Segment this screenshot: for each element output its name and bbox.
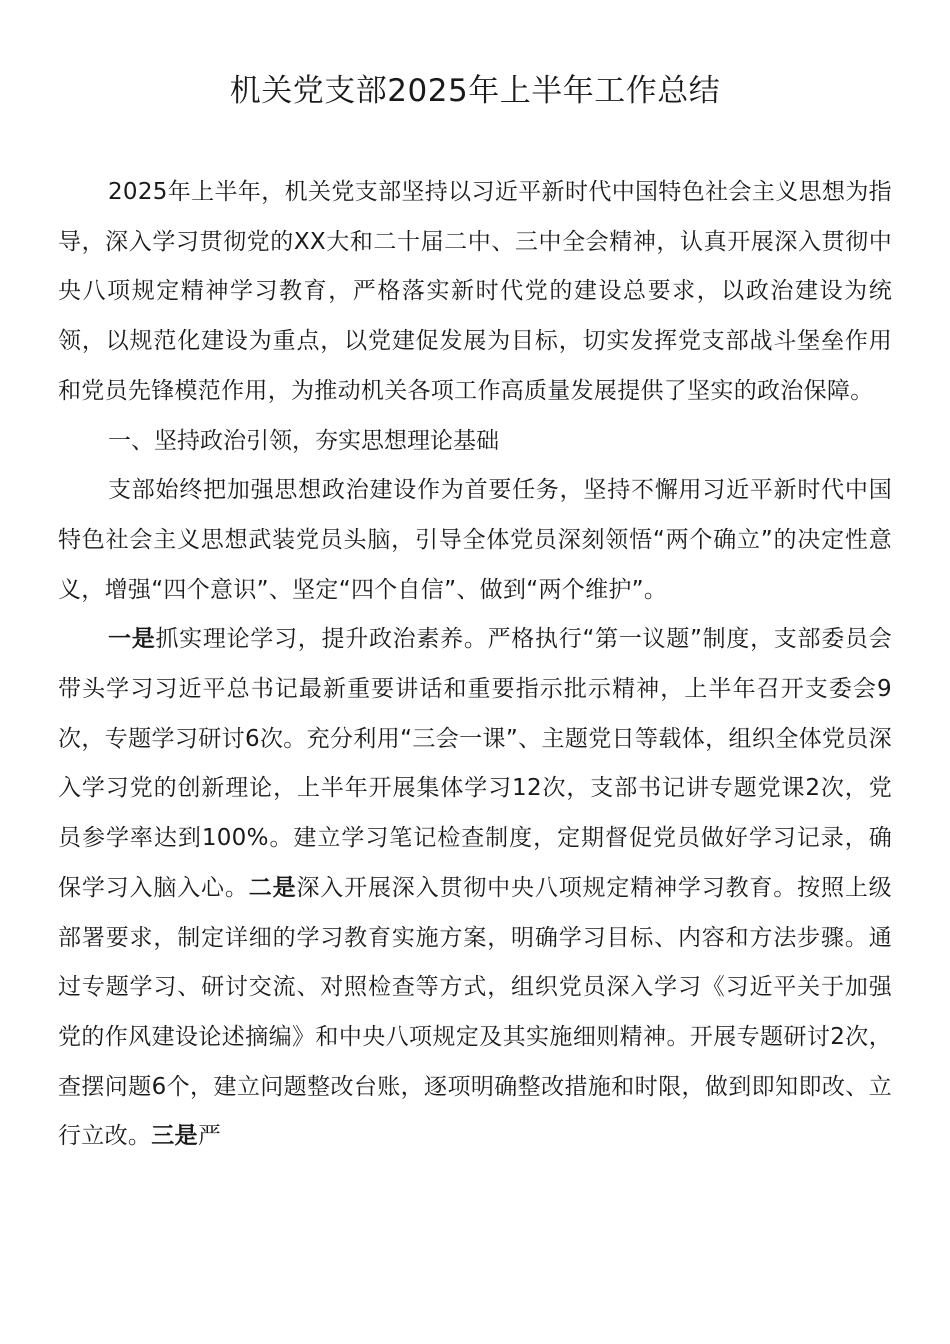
section-heading-1: 一、坚持政治引领，夯实思想理论基础 (108, 427, 499, 454)
document-title: 机关党支部2025年上半年工作总结 (229, 73, 721, 109)
point-3-text: 严 (197, 1123, 222, 1150)
point-3-lead: 三是 (151, 1123, 198, 1150)
intro-paragraph: 2025年上半年，机关党支部坚持以习近平新时代中国特色社会主义思想为指导，深入学习贯彻党的XX大和二十届二中、三中全会精神，认真开展深入贯彻中央八项规定精神学习教育，严格落实新时代党的建设总要求，以政治建设为统领，以规范化建设为重点，以党建促发展为目标，切实发挥党支部战斗堡垒作用和党员先锋模范作用，为推动机关各项工作高质量发展提供了坚实的政治保障。 (58, 179, 892, 404)
point-1-lead: 一是 (108, 626, 156, 653)
point-1-text: 抓实理论学习，提升政治素养。严格执行“第一议题”制度，支部委员会带头学习习近平总书记最新重要讲话和重要指示批示精神，上半年召开支委会9次，专题学习研讨6次。充分利用“三会一课”、主题党日等载体，组织全体党员深入学习党的创新理论，上半年开展集体学习12次，支部书记讲专题党课2次，党员参学率达到100%。建立学习笔记检查制度，定期督促党员做好学习记录，确保学习入脑入心。 (58, 626, 892, 901)
section-1-summary: 支部始终把加强思想政治建设作为首要任务，坚持不懈用习近平新时代中国特色社会主义思想武装党员头脑，引导全体党员深刻领悟“两个确立”的决定性意义，增强“四个意识”、坚定“四个自信”、做到“两个维护”。 (58, 477, 892, 603)
point-2-text: 深入开展深入贯彻中央八项规定精神学习教育。按照上级部署要求，制定详细的学习教育实施方案，明确学习目标、内容和方法步骤。通过专题学习、研讨交流、对照检查等方式，组织党员深入学习《习近平关于加强党的作风建设论述摘编》和中央八项规定及其实施细则精神。开展专题研讨2次，查摆问题6个，建立问题整改台账，逐项明确整改措施和时限，做到即知即改、立行立改。 (58, 874, 892, 1150)
section-1-points-paragraph (58, 615, 892, 1162)
point-2-lead: 二是 (248, 874, 297, 901)
document-body (58, 168, 892, 1162)
